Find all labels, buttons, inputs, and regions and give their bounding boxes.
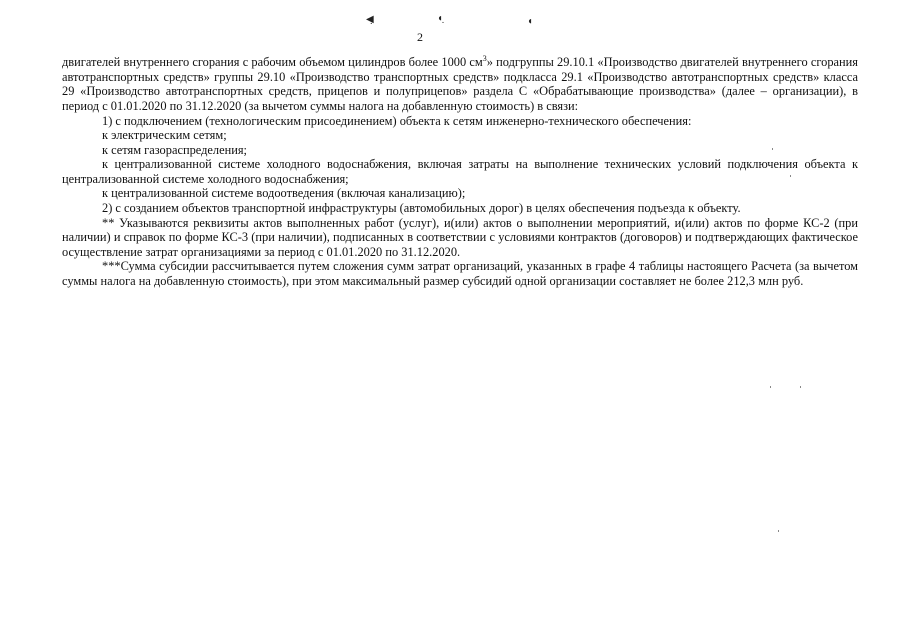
intro-text-start: двигателей внутреннего сгорания с рабочим объемом цилиндров более 1000 см	[62, 55, 483, 70]
list-item: к централизованной системе водоотведения (включая канализацию);	[102, 186, 466, 201]
intro-text-end: » подгруппы 29.10.1 «Производство двигателей внутреннего сгорания автотранспортных средств» группы 29.10 «Производство транспортных средств» подкласса 29.1 «Производство автотранспортных средств» класса 29 «Производство автотранспортных средств, прицепов и полуприцепов» раздела С «Обрабатывающие производства» (далее – организации), в период с 01.01.2020 по 31.12.2020 (за вычетом суммы налога на добавленную стоимость) в связи:	[62, 55, 858, 113]
document-body	[62, 52, 858, 289]
scan-smudge-icon: ◀̣	[366, 14, 374, 25]
scan-smudge-icon: ◖	[527, 16, 534, 27]
list-item: 1) с подключением (технологическим присоединением) объекта к сетям инженерно-технического обеспечения:	[102, 113, 692, 128]
list-item: 2) с созданием объектов транспортной инфраструктуры (автомобильных дорог) в целях обеспечения подъезда к объекту.	[102, 201, 741, 216]
paragraph-intro	[62, 52, 858, 114]
list-item: к централизованной системе холодного водоснабжения, включая затраты на выполнение технических условий подключения объекта к централизованной системе холодного водоснабжения;	[62, 157, 858, 186]
footnote-triple-star: ***Сумма субсидии рассчитывается путем сложения сумм затрат организаций, указанных в графе 4 таблицы настоящего Расчета (за вычетом суммы налога на добавленную стоимость), при этом максимальный размер субсидий одной организации составляет не более 212,3 млн руб.	[62, 259, 858, 289]
footnote-double-star: ** Указываются реквизиты актов выполненных работ (услуг), и(или) актов о выполнении мероприятий, и(или) актов по форме КС-2 (при наличии) и справок по форме КС-3 (при наличии), подписанных в соответствии с условиями контрактов (договоров) и подтверждающих фактическое осуществление затрат организациями за период с 01.01.2020 по 31.12.2020.	[62, 215, 858, 259]
scan-smudge-icon: ◖̣	[437, 13, 444, 24]
superscript: 3	[482, 54, 487, 63]
list-item: к электрическим сетям;	[102, 128, 227, 143]
page-number: 2	[417, 30, 423, 44]
list-item: к сетям газораспределения;	[102, 142, 248, 157]
